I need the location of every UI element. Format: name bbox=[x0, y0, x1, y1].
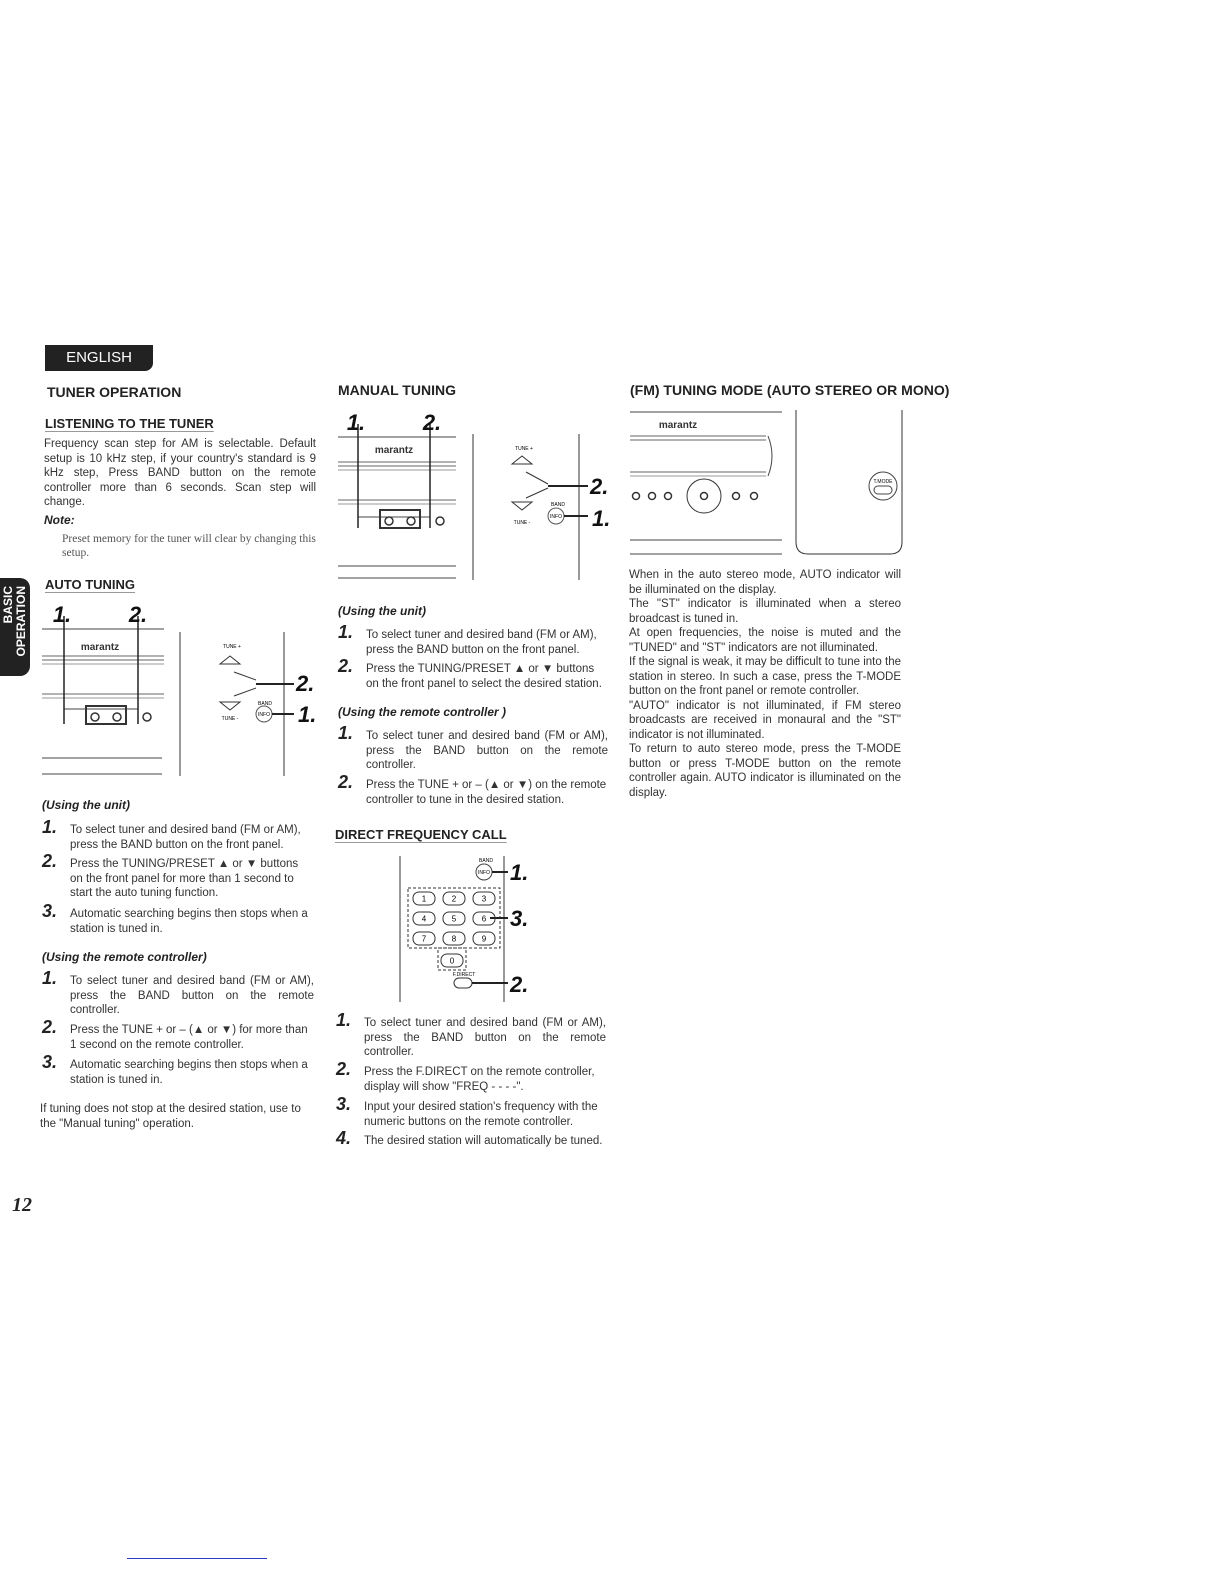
band-label: BAND bbox=[258, 701, 272, 707]
auto-remote-step-3: 3. Automatic searching begins then stops when a station is tuned in. bbox=[42, 1052, 308, 1086]
fdirect-label: F.DIRECT bbox=[452, 972, 476, 978]
step-number: 2. bbox=[338, 656, 354, 676]
auto-remote-label: (Using the remote controller) bbox=[42, 950, 207, 964]
front-panel-drawing bbox=[630, 412, 782, 554]
language-tab: ENGLISH bbox=[45, 345, 153, 371]
info-label: INFO bbox=[258, 712, 270, 718]
manual-remote-step-2: 2. Press the TUNE + or – (▲ or ▼) on the remote controller to tune in the desired station. bbox=[338, 772, 607, 806]
tmode-label: T.MODE bbox=[873, 479, 893, 485]
section-title: TUNER OPERATION bbox=[47, 384, 182, 400]
info-label: INFO bbox=[550, 514, 562, 520]
callout-1: 1. bbox=[298, 702, 317, 727]
tuning-mode-text bbox=[629, 568, 901, 800]
auto-unit-label: (Using the unit) bbox=[42, 798, 130, 812]
numeric-key-label: 3 bbox=[481, 894, 487, 904]
remote-drawing bbox=[180, 632, 294, 776]
tuning-mode-paragraph: The "ST" indicator is illuminated when a stereo broadcast is tuned in. bbox=[629, 598, 901, 625]
remote-drawing bbox=[473, 434, 588, 580]
direct-step-1: 1. To select tuner and desired band (FM or AM), press the BAND button on the remote controller. bbox=[336, 1010, 606, 1058]
tune-plus-label: TUNE + bbox=[515, 446, 533, 452]
tuning-mode-paragraph: When in the auto stereo mode, AUTO indicator will be illuminated on the display. bbox=[629, 569, 901, 596]
direct-frequency-heading: DIRECT FREQUENCY CALL bbox=[335, 827, 507, 842]
auto-footer: If tuning does not stop at the desired station, use to the "Manual tuning" operation. bbox=[40, 1103, 301, 1130]
manual-remote-step-1: 1. To select tuner and desired band (FM or AM), press the BAND button on the remote controller. bbox=[338, 723, 608, 771]
front-panel-drawing bbox=[42, 616, 164, 774]
auto-unit-step-2: 2. Press the TUNING/PRESET ▲ or ▼ buttons on the front panel for more than 1 second to start the auto tuning function. bbox=[42, 851, 299, 899]
band-label: BAND bbox=[551, 502, 565, 508]
step-number: 1. bbox=[338, 723, 354, 743]
listening-body: Frequency scan step for AM is selectable. Default setup is 10 kHz step, if your country's standard is 9 kHz step, Press BAND button on the remote controller more than 6 seconds. Scan step will change. bbox=[44, 438, 316, 508]
step-number: 2. bbox=[42, 1017, 58, 1037]
tuning-mode-figure bbox=[626, 406, 908, 562]
numeric-key-label: 9 bbox=[481, 934, 487, 944]
callout-2: 2. bbox=[128, 602, 148, 627]
numeric-key-label: 5 bbox=[451, 914, 457, 924]
note-body: Preset memory for the tuner will clear by changing this setup. bbox=[62, 533, 316, 559]
manual-tuning-heading: MANUAL TUNING bbox=[338, 382, 456, 398]
manual-unit-label: (Using the unit) bbox=[338, 604, 426, 618]
callout-2: 2. bbox=[510, 972, 529, 997]
numeric-key-label: 8 bbox=[451, 934, 457, 944]
footer-rule bbox=[127, 1558, 267, 1559]
step-number: 3. bbox=[336, 1094, 352, 1114]
note-label: Note: bbox=[44, 513, 75, 527]
callout-1: 1. bbox=[510, 860, 529, 885]
callout-1: 1. bbox=[52, 602, 72, 627]
auto-remote-step-2: 2. Press the TUNE + or – (▲ or ▼) for more than 1 second on the remote controller. bbox=[42, 1017, 308, 1051]
tuning-mode-paragraph: If the signal is weak, it may be difficult to tune into the station in stereo. In such a case, press the T-MODE button on the front panel or remote controller. bbox=[629, 656, 901, 697]
manual-unit-step-1: 1. To select tuner and desired band (FM or AM), press the BAND button on the front panel. bbox=[338, 622, 597, 656]
numeric-key-label: 1 bbox=[421, 894, 427, 904]
manual-tuning-figure bbox=[334, 406, 620, 588]
auto-unit-step-3: 3. Automatic searching begins then stops when a station is tuned in. bbox=[42, 901, 308, 935]
callout-2: 2. bbox=[590, 474, 609, 499]
step-number: 3. bbox=[42, 1052, 58, 1072]
numeric-key-label: 2 bbox=[451, 894, 457, 904]
band-label: BAND bbox=[479, 858, 493, 864]
brand-logo: marantz bbox=[658, 420, 698, 431]
tuning-mode-paragraph: At open frequencies, the noise is muted and the "TUNED" and "ST" indicators are not illuminated. bbox=[629, 627, 901, 654]
page-number: 12 bbox=[12, 1194, 32, 1216]
numeric-key-label: 0 bbox=[449, 956, 455, 966]
step-number: 4. bbox=[336, 1128, 352, 1148]
side-tab-line-2: OPERATION bbox=[14, 586, 28, 657]
remote-keypad-drawing bbox=[400, 856, 508, 1002]
auto-unit-step-1: 1. To select tuner and desired band (FM or AM), press the BAND button on the front panel. bbox=[42, 817, 301, 851]
tuning-mode-paragraph: "AUTO" indicator is not illuminated, if FM stereo broadcasts are received in monaural and the "ST" indicator is not illuminated. bbox=[629, 699, 901, 741]
callout-2: 2. bbox=[422, 410, 442, 435]
numeric-key-label: 6 bbox=[481, 914, 487, 924]
auto-tuning-figure bbox=[38, 598, 324, 780]
numeric-keys bbox=[413, 892, 495, 967]
tuning-mode-heading: (FM) TUNING MODE (AUTO STEREO OR MONO) bbox=[630, 382, 950, 398]
step-number: 1. bbox=[338, 622, 354, 642]
section-side-tab bbox=[0, 578, 30, 676]
brand-logo: marantz bbox=[374, 445, 414, 456]
direct-step-4: 4. The desired station will automatically be tuned. bbox=[336, 1128, 603, 1148]
auto-remote-step-1: 1. To select tuner and desired band (FM or AM), press the BAND button on the remote controller. bbox=[42, 968, 314, 1016]
auto-tuning-heading: AUTO TUNING bbox=[45, 577, 136, 592]
callout-2: 2. bbox=[296, 671, 315, 696]
side-tab-line-1: BASIC bbox=[1, 586, 15, 624]
direct-frequency-figure bbox=[396, 852, 546, 1008]
tune-plus-label: TUNE + bbox=[223, 644, 241, 650]
numeric-key-label: 7 bbox=[421, 934, 427, 944]
info-label: INFO bbox=[478, 870, 490, 876]
step-number: 2. bbox=[336, 1059, 352, 1079]
tune-minus-label: TUNE - bbox=[513, 520, 531, 526]
callout-1: 1. bbox=[346, 410, 366, 435]
callout-1: 1. bbox=[592, 506, 611, 531]
tuning-mode-paragraph: To return to auto stereo mode, press the T-MODE button or press T-MODE button on the remote controller again. AUTO indicator is illuminated on the display. bbox=[629, 743, 901, 799]
manual-remote-label: (Using the remote controller ) bbox=[338, 705, 507, 719]
brand-logo: marantz bbox=[80, 642, 120, 653]
step-number: 1. bbox=[336, 1010, 352, 1030]
step-number: 3. bbox=[42, 901, 58, 921]
step-number: 2. bbox=[42, 851, 58, 871]
step-number: 1. bbox=[42, 968, 58, 988]
tune-minus-label: TUNE - bbox=[221, 716, 239, 722]
step-number: 2. bbox=[338, 772, 354, 792]
direct-step-3: 3. Input your desired station's frequency with the numeric buttons on the remote controller. bbox=[336, 1094, 598, 1128]
manual-unit-step-2: 2. Press the TUNING/PRESET ▲ or ▼ buttons on the front panel to select the desired station. bbox=[338, 656, 602, 690]
numeric-key-label: 4 bbox=[421, 914, 427, 924]
listening-heading: LISTENING TO THE TUNER bbox=[45, 416, 214, 431]
direct-step-2: 2. Press the F.DIRECT on the remote controller, display will show "FREQ - - - -". bbox=[336, 1059, 595, 1093]
step-number: 1. bbox=[42, 817, 58, 837]
callout-3: 3. bbox=[510, 906, 529, 931]
